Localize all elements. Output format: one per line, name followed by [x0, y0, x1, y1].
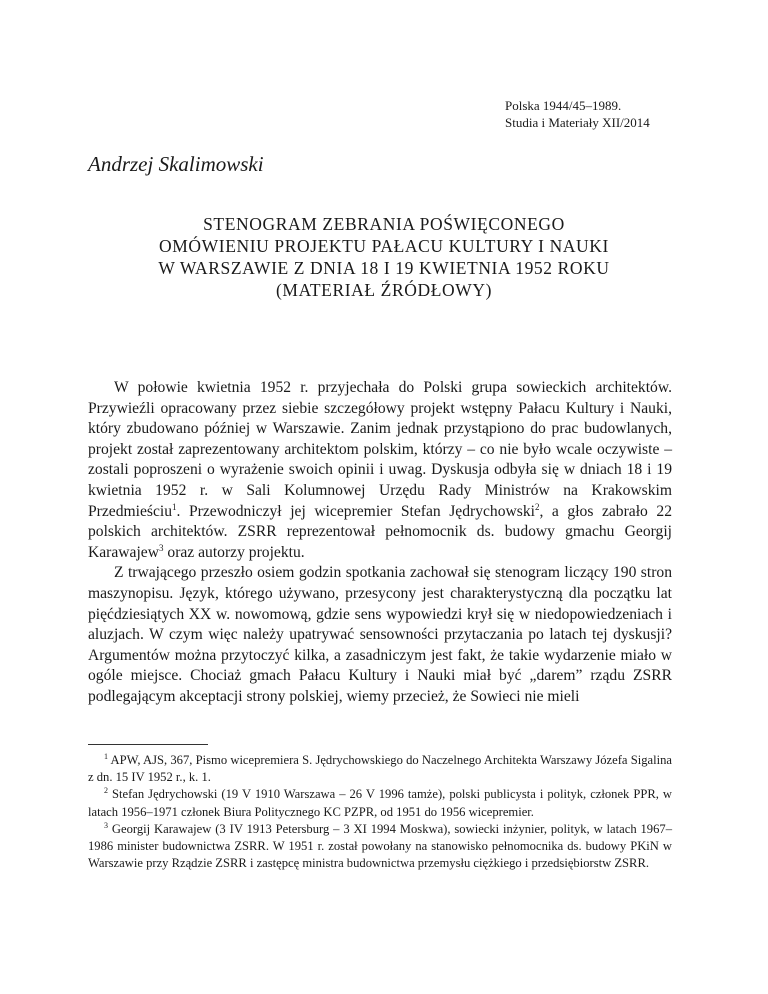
footnote-number: 3 [104, 820, 108, 830]
paragraph-text: W połowie kwietnia 1952 r. przyjechała do Polski grupa sowieckich architektów. Przywieźli opracowany przez siebie szczegółowy projekt wstępny Pałacu Kultury i Nauki, który zbudowano później w Warszawie. Zanim jednak przystąpiono do prac budowlanych, projekt został zaprezentowany architektom polskim, którzy – co nie było wcale oczywiste – zostali poproszeni o wyrażenie swoich opinii i uwag. Dyskusja odbyła się w dniach 18 i 19 kwietnia 1952 r. w Sali Kolumnowej Urzędu Rady Ministrów na Krakowskim Przedmieściu [88, 379, 672, 520]
title-line: OMÓWIENIU PROJEKTU PAŁACU KULTURY I NAUKI [159, 236, 609, 256]
footnote-text: Stefan Jędrychowski (19 V 1910 Warszawa – 26 V 1996 tamże), polski publicysta i polityk, członek PPR, w latach 1956–1971 członek Biura Politycznego KC PZPR, od 1951 do 1956 wicepremier. [88, 787, 672, 819]
paragraph-text: , a głos zabrało 22 polskich architektów. ZSRR reprezentował pełnomocnik ds. budowy gmachu Georgij Karawajew [88, 502, 672, 561]
footnote-number: 2 [104, 786, 108, 796]
footnotes [88, 752, 672, 872]
footnote-divider [88, 744, 208, 745]
article-title [88, 213, 680, 301]
footnote-ref-3[interactable]: 3 [159, 542, 164, 553]
footnote-number: 1 [104, 751, 108, 761]
footnote-ref-1[interactable]: 1 [172, 501, 177, 512]
title-line: W WARSZAWIE Z DNIA 18 I 19 KWIETNIA 1952 ROKU [158, 258, 610, 278]
article-body [88, 378, 672, 708]
paragraph-text: oraz autorzy projektu. [163, 543, 305, 561]
series-line-2: Studia i Materiały XII/2014 [505, 115, 650, 130]
author-name: Andrzej Skalimowski [88, 152, 264, 176]
paragraph-text: . Przewodniczył jej wicepremier Stefan Jędrychowski [176, 502, 535, 520]
footnote-3 [88, 821, 672, 873]
title-line: (MATERIAŁ ŹRÓDŁOWY) [275, 280, 493, 300]
journal-series-header [505, 97, 650, 131]
series-line-1: Polska 1944/45–1989. [505, 98, 622, 113]
footnote-text: APW, AJS, 367, Pismo wicepremiera S. Jędrychowskiego do Naczelnego Architekta Warszawy Józefa Sigalina z dn. 15 IV 1952 r., k. 1. [88, 753, 672, 785]
paragraph-2: Z trwającego przeszło osiem godzin spotkania zachował się stenogram liczący 190 stron maszynopisu. Język, którego używano, przesycony jest charakterystyczną dla początku lat pięćdziesiątych XX w. nowomową, gdzie sens wypowiedzi krył się w niedopowiedzeniach i aluzjach. W czym więc należy upatrywać sensowności przytaczania po latach tej dyskusji? Argumentów można przytoczyć kilka, a zasadniczym jest fakt, że takie wydarzenie miało w ogóle miejsce. Chociaż gmach Pałacu Kultury i Nauki miał być „darem” rządu ZSRR podlegającym akceptacji strony polskiej, wiemy przecież, że Sowieci nie mieli [88, 564, 672, 705]
paragraph-1 [88, 378, 672, 563]
title-line: STENOGRAM ZEBRANIA POŚWIĘCONEGO [203, 214, 565, 234]
footnote-ref-2[interactable]: 2 [534, 501, 540, 512]
footnote-1 [88, 752, 672, 786]
footnote-text: Georgij Karawajew (3 IV 1913 Petersburg – 3 XI 1994 Moskwa), sowiecki inżynier, polityk, w latach 1967–1986 minister budownictwa ZSRR. W 1951 r. został powołany na stanowisko pełnomocnika ds. budowy PKiN w Warszawie przy Rządzie ZSRR i zastępcę ministra budownictwa przemysłu ciężkiego i przedsiębiorstw ZSRR. [88, 821, 672, 871]
footnote-2 [88, 786, 672, 820]
